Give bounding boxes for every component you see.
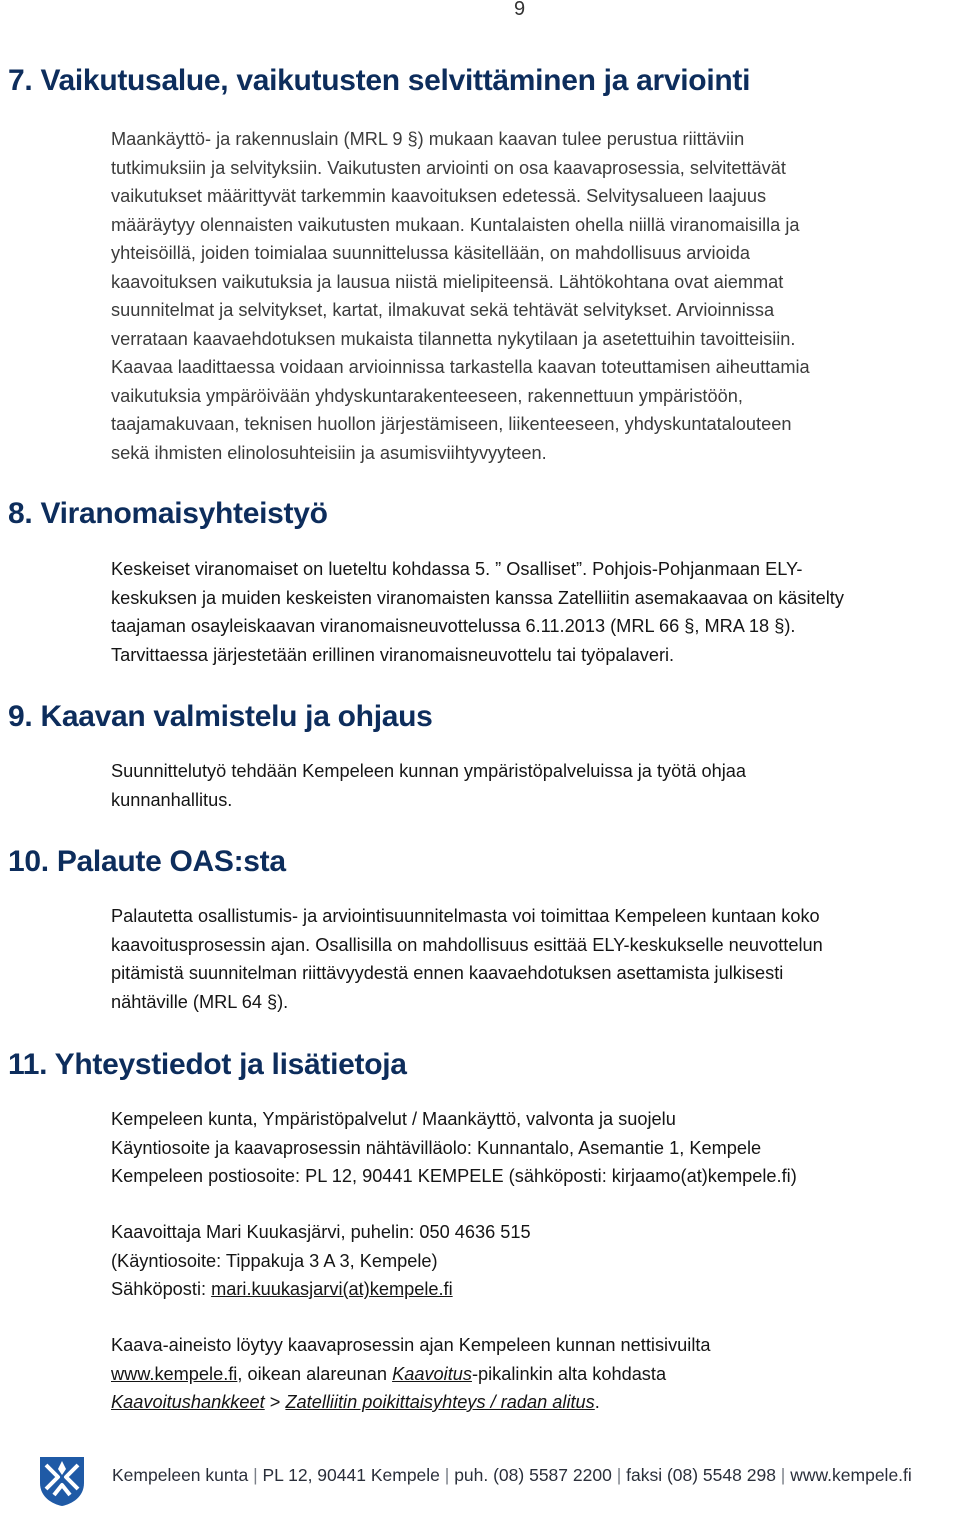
- planner-block: [111, 1218, 960, 1304]
- contact-line: Kempeleen postiosoite: PL 12, 90441 KEMPELE (sähköposti: kirjaamo(at)kempele.fi): [111, 1166, 797, 1186]
- section-10-body: [111, 902, 960, 1016]
- planner-line: Kaavoittaja Mari Kuukasjärvi, puhelin: 050 4636 515: [111, 1222, 531, 1242]
- hankkeet-link[interactable]: Kaavoitushankkeet: [111, 1392, 265, 1412]
- web-link[interactable]: www.kempele.fi: [111, 1363, 238, 1384]
- footer-separator: |: [775, 1465, 791, 1485]
- section-7-line: sekä ihmisten elinolosuhteisiin ja asumisviihtyvyyteen.: [111, 442, 547, 463]
- end-dot: .: [594, 1392, 600, 1412]
- footer-phone: puh. (08) 5587 2200: [454, 1465, 612, 1485]
- section-7-line: Maankäyttö- ja rakennuslain (MRL 9 §) mukaan kaavan tulee perustua riittäviin: [111, 129, 745, 149]
- section-9-line: Suunnittelutyö tehdään Kempeleen kunnan ympäristöpalveluissa ja työtä ohjaa: [111, 761, 746, 781]
- material-line: Kaava-aineisto löytyy kaavaprosessin ajan Kempeleen kunnan nettisivuilta: [111, 1335, 711, 1355]
- path-line: [111, 1388, 960, 1417]
- section-9-heading: 9. Kaavan valmistelu ja ohjaus: [8, 700, 433, 733]
- section-9-line: kunnanhallitus.: [111, 789, 233, 810]
- contact-line: Kempeleen kunta, Ympäristöpalvelut / Maankäyttö, valvonta ja suojelu: [111, 1109, 676, 1129]
- email-label: Sähköposti:: [111, 1279, 212, 1299]
- web-line: [111, 1360, 960, 1389]
- footer-separator: |: [611, 1465, 627, 1485]
- footer-separator: |: [439, 1465, 455, 1485]
- web-text: , oikean alareunan: [237, 1363, 393, 1384]
- section-8-heading: 8. Viranomaisyhteistyö: [8, 497, 328, 530]
- section-7-line: kaavoituksen vaikutuksia ja lausua niistä mielipiteensä. Lähtökohtana ovat aiemmat: [111, 271, 784, 292]
- section-10-heading: 10. Palaute OAS:sta: [8, 845, 286, 878]
- section-10-line: pitämistä suunnitelman riittävyydestä ennen kaavaehdotuksen asettamista julkisesti: [111, 963, 784, 983]
- kaavoitus-link[interactable]: Kaavoitus: [392, 1363, 472, 1384]
- section-8-body: [111, 555, 960, 669]
- project-link[interactable]: Zatelliitin poikittaisyhteys / radan alitus: [285, 1392, 595, 1412]
- footer-org: Kempeleen kunta: [112, 1465, 249, 1485]
- section-7-heading: 7. Vaikutusalue, vaikutusten selvittäminen ja arviointi: [8, 64, 751, 97]
- section-10-line: kaavoitusprosessin ajan. Osallisilla on mahdollisuus esittää ELY-keskukselle neuvottelun: [111, 934, 823, 955]
- section-7-line: verrataan kaavaehdotuksen mukaista tilannetta nykytilaan ja asetettuihin tavoitteisiin.: [111, 328, 796, 349]
- page-footer: [0, 1440, 960, 1513]
- material-block: [111, 1331, 960, 1417]
- footer-separator: |: [248, 1465, 263, 1485]
- section-10-line: Palautetta osallistumis- ja arviointisuunnitelmasta voi toimittaa Kempeleen kuntaan koko: [111, 906, 820, 926]
- web-text: -pikalinkin alta kohdasta: [471, 1363, 667, 1384]
- contact-block: [111, 1105, 960, 1191]
- section-7-body: [111, 125, 960, 467]
- section-7-line: vaikutukset määrittyvät tarkemmin kaavoituksen edetessä. Selvitysalueen laajuus: [111, 186, 767, 206]
- section-7-line: Kaavaa laadittaessa voidaan arvioinnissa tarkastella kaavan toteuttamisen aiheuttamia: [111, 357, 810, 377]
- planner-line: (Käyntiosoite: Tippakuja 3 A 3, Kempele): [111, 1250, 438, 1271]
- email-link[interactable]: mari.kuukasjarvi(at)kempele.fi: [211, 1279, 453, 1299]
- email-line: [111, 1275, 960, 1304]
- section-7-line: yhteisöillä, joiden toimialaa suunnittelussa käsitellään, on mahdollisuus arvioida: [111, 243, 750, 263]
- contact-line: Käyntiosoite ja kaavaprosessin nähtävilläolo: Kunnantalo, Asemantie 1, Kempele: [111, 1137, 762, 1158]
- section-8-line: Keskeiset viranomaiset on lueteltu kohdassa 5. ” Osalliset”. Pohjois-Pohjanmaan ELY-: [111, 559, 803, 579]
- section-8-line: keskuksen ja muiden keskeisten viranomaisten kanssa Zatelliitin asemakaavaa on käsitelty: [111, 587, 844, 608]
- kempele-coat-of-arms-icon: [38, 1455, 86, 1507]
- section-7-line: vaikutuksia ympäröivään yhdyskuntarakenteeseen, rakennettuun ympäristöön,: [111, 385, 743, 406]
- section-11-heading: 11. Yhteystiedot ja lisätietoja: [8, 1048, 407, 1081]
- section-7-line: määräytyy olennaisten vaikutusten mukaan. Kuntalaisten ohella niillä viranomaisilla ja: [111, 214, 800, 235]
- footer-fax: faksi (08) 5548 298: [626, 1465, 776, 1485]
- page-number: 9: [514, 0, 526, 20]
- footer-web[interactable]: www.kempele.fi: [790, 1465, 912, 1485]
- section-7-line: suunnitelmat ja selvitykset, kartat, ilmakuvat sekä tehtävät selvitykset. Arvioinnissa: [111, 300, 775, 320]
- footer-address: PL 12, 90441 Kempele: [262, 1465, 440, 1485]
- footer-contact: [112, 1465, 912, 1486]
- section-8-line: taajaman osayleiskaavan viranomaisneuvottelussa 6.11.2013 (MRL 66 §, MRA 18 §).: [111, 616, 796, 636]
- section-10-line: nähtäville (MRL 64 §).: [111, 991, 289, 1012]
- section-7-line: taajamakuvaan, teknisen huollon järjestämiseen, liikenteeseen, yhdyskuntatalouteen: [111, 414, 792, 434]
- section-8-line: Tarvittaessa järjestetään erillinen viranomaisneuvottelu tai työpalaveri.: [111, 644, 675, 665]
- path-separator: >: [264, 1392, 286, 1412]
- section-9-body: [111, 757, 960, 814]
- section-7-line: tutkimuksiin ja selvityksiin. Vaikutusten arviointi on osa kaavaprosessia, selvitettävät: [111, 157, 786, 178]
